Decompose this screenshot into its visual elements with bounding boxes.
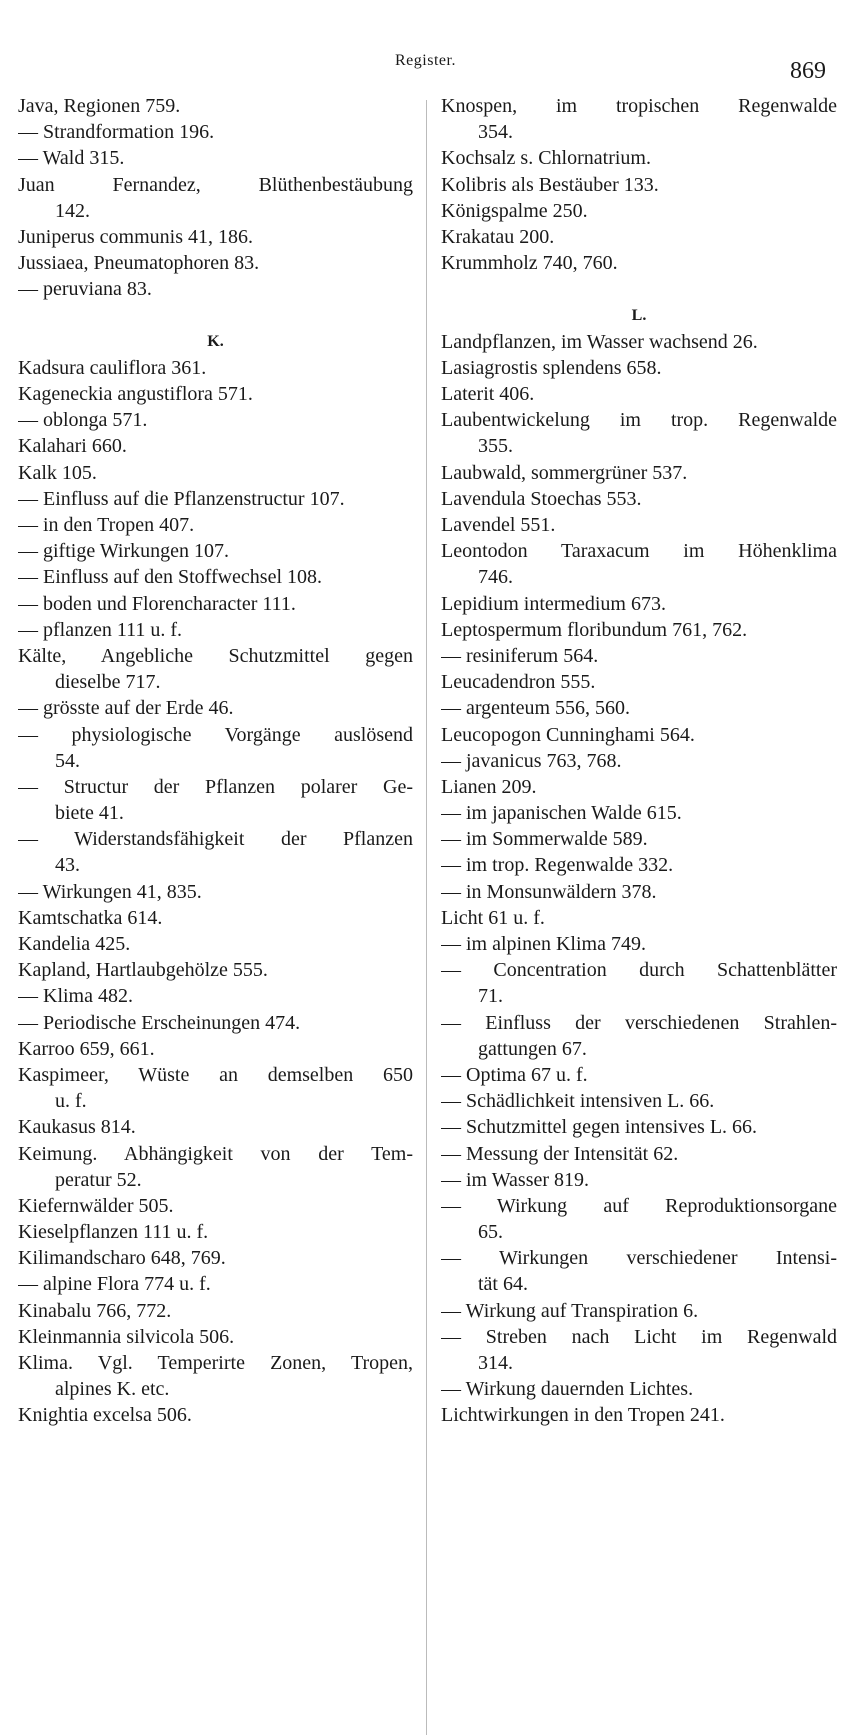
index-entry-line: Kalk 105. — [18, 461, 97, 484]
index-entry-line: 746. — [478, 566, 513, 589]
index-entry-line: Lianen 209. — [441, 775, 537, 798]
index-entry-line: — Structur der Pflanzen polarer Ge- — [18, 775, 413, 798]
index-entry-line: — im trop. Regenwalde 332. — [441, 854, 674, 877]
page-number: 869 — [790, 58, 826, 84]
index-entry-line: gattungen 67. — [478, 1037, 587, 1060]
index-entry-line: Kapland, Hartlaubgehölze 555. — [18, 959, 268, 982]
index-entry-line: — boden und Florencharacter 111. — [18, 592, 296, 615]
index-entry-line: — resiniferum 564. — [441, 644, 599, 667]
index-entry-line: — Wirkung dauernden Lichtes. — [441, 1378, 694, 1401]
index-entry-line: — Schutzmittel gegen intensives L. 66. — [441, 1116, 758, 1139]
index-entry-line: Kinabalu 766, 772. — [18, 1299, 172, 1322]
index-entry-line: Kageneckia angustiflora 571. — [18, 383, 253, 406]
index-entry-line: Kolibris als Bestäuber 133. — [441, 173, 659, 196]
index-entry-line: Jussiaea, Pneumatophoren 83. — [18, 252, 260, 275]
index-entry-line: tät 64. — [478, 1273, 528, 1296]
index-entry-line: 54. — [55, 749, 80, 772]
index-entry-line: — Periodische Erscheinungen 474. — [18, 1011, 301, 1034]
index-entry-line: Kadsura cauliflora 361. — [18, 356, 207, 379]
index-entry-line: — alpine Flora 774 u. f. — [18, 1273, 211, 1296]
index-entry-line: Laterit 406. — [441, 383, 535, 406]
index-entry-line: — im Sommerwalde 589. — [441, 828, 648, 851]
index-entry-line: Lichtwirkungen in den Tropen 241. — [441, 1404, 725, 1427]
index-entry-line: 354. — [478, 121, 513, 144]
index-entry-line: Knightia excelsa 506. — [18, 1404, 192, 1427]
column-divider — [426, 100, 427, 1735]
index-entry-line: Lasiagrostis splendens 658. — [441, 356, 662, 379]
index-entry-line: u. f. — [55, 1090, 87, 1113]
index-entry-line: 314. — [478, 1352, 513, 1374]
index-entry-line: — javanicus 763, 768. — [441, 749, 622, 772]
index-entry-line: Kieselpflanzen 111 u. f. — [18, 1221, 209, 1244]
index-entry-line: — Wirkungen 41, 835. — [18, 880, 202, 903]
index-entry-line: — Optima 67 u. f. — [441, 1063, 588, 1086]
index-entry-line: — Streben nach Licht im Regenwald — [441, 1325, 837, 1348]
index-entry-line: — grösste auf der Erde 46. — [18, 697, 234, 720]
index-entry-line: Knospen, im tropischen Regenwalde — [441, 95, 837, 117]
index-entry-line: Kamtschatka 614. — [18, 906, 163, 929]
index-entry-line: — Concentration durch Schattenblätter — [441, 959, 837, 982]
index-entry-line: Karroo 659, 661. — [18, 1037, 155, 1060]
index-entry-line: — im alpinen Klima 749. — [441, 933, 646, 955]
index-entry-line: Juan Fernandez, Blüthenbestäubung — [18, 173, 413, 196]
index-entry-line: — oblonga 571. — [18, 409, 148, 432]
blank-line — [18, 303, 413, 329]
index-entry-line: — pflanzen 111 u. f. — [18, 618, 183, 641]
index-entry-line: Lepidium intermedium 673. — [441, 592, 666, 615]
index-entry-line: Kaukasus 814. — [18, 1116, 136, 1139]
index-entry-line: 65. — [478, 1221, 503, 1244]
index-entry-line: Java, Regionen 759. — [18, 95, 181, 117]
index-entry-line: Lavendula Stoechas 553. — [441, 487, 642, 510]
index-entry-line: — argenteum 556, 560. — [441, 697, 631, 720]
index-entry-line: Kochsalz s. Chlornatrium. — [441, 147, 651, 170]
index-entry-line: — peruviana 83. — [18, 278, 152, 301]
index-entry-line: Klima. Vgl. Temperirte Zonen, Tropen, — [18, 1352, 413, 1374]
index-entry-line: — Widerstandsfähigkeit der Pflanzen — [18, 828, 413, 851]
index-entry-line: biete 41. — [55, 802, 124, 825]
index-entry-line: Krakatau 200. — [441, 225, 555, 248]
index-entry-line: Königspalme 250. — [441, 199, 588, 222]
index-entry-line: — Wirkung auf Reproduktionsorgane — [441, 1194, 837, 1217]
index-column-right — [441, 93, 837, 1429]
index-entry-line: Kaspimeer, Wüste an demselben 650 — [18, 1063, 413, 1086]
index-entry-line: Leucadendron 555. — [441, 671, 596, 694]
index-entry-line: — physiologische Vorgänge auslösend — [18, 723, 413, 746]
index-entry-line: Lavendel 551. — [441, 514, 556, 536]
index-entry-line: 43. — [55, 854, 80, 877]
index-entry-line: Landpflanzen, im Wasser wachsend 26. — [441, 330, 758, 353]
index-entry-line: Leucopogon Cunninghami 564. — [441, 723, 695, 746]
index-entry-line: Kälte, Angebliche Schutzmittel gegen — [18, 644, 413, 667]
index-entry-line: — in den Tropen 407. — [18, 514, 195, 536]
blank-line — [441, 276, 837, 302]
index-entry-line: Leptospermum floribundum 761, 762. — [441, 618, 748, 641]
index-entry-line: — Klima 482. — [18, 985, 133, 1008]
page-header — [0, 52, 850, 84]
index-entry-line: — Einfluss der verschiedenen Strahlen- — [441, 1011, 837, 1034]
index-entry-line: — Messung der Intensität 62. — [441, 1142, 679, 1165]
index-entry-line: 71. — [478, 985, 503, 1008]
index-entry-line: — giftige Wirkungen 107. — [18, 540, 230, 563]
index-entry-line: Kleinmannia silvicola 506. — [18, 1325, 235, 1348]
index-entry-line: — Wirkungen verschiedener Intensi- — [441, 1247, 837, 1270]
index-column-left — [18, 93, 413, 1429]
index-entry-line: 355. — [478, 435, 513, 458]
index-entry-line: — Wald 315. — [18, 147, 125, 170]
index-entry-line: — in Monsunwäldern 378. — [441, 880, 657, 903]
index-entry-line: — im Wasser 819. — [441, 1168, 590, 1191]
index-entry-line: Leontodon Taraxacum im Höhenklima — [441, 540, 837, 563]
index-entry-line: 142. — [55, 199, 90, 222]
index-entry-line: Laubwald, sommergrüner 537. — [441, 461, 688, 484]
index-entry-line: — Einfluss auf die Pflanzenstructur 107. — [18, 487, 345, 510]
index-entry-line: — Wirkung auf Transpiration 6. — [441, 1299, 699, 1322]
index-entry-line: — Schädlichkeit intensiven L. 66. — [441, 1090, 715, 1113]
index-entry-line: Krummholz 740, 760. — [441, 252, 618, 275]
index-entry-line: Kandelia 425. — [18, 933, 131, 955]
index-entry-line: Kalahari 660. — [18, 435, 127, 458]
index-entry-line: Licht 61 u. f. — [441, 906, 545, 929]
index-entry-line: — im japanischen Walde 615. — [441, 802, 682, 825]
index-entry-line: Kiefernwälder 505. — [18, 1194, 174, 1217]
index-entry-line: dieselbe 717. — [55, 671, 161, 694]
index-entry-line: Laubentwickelung im trop. Regenwalde — [441, 409, 837, 432]
index-entry-line: — Einfluss auf den Stoffwechsel 108. — [18, 566, 323, 589]
index-entry-line: — Strandformation 196. — [18, 121, 215, 144]
running-head: Register. — [395, 52, 456, 69]
section-letter: L. — [631, 306, 647, 324]
index-entry-line: Kilimandscharo 648, 769. — [18, 1247, 226, 1270]
index-entry-line: alpines K. etc. — [55, 1378, 170, 1401]
index-entry-line: Keimung. Abhängigkeit von der Tem- — [18, 1142, 413, 1165]
index-entry-line: Juniperus communis 41, 186. — [18, 225, 253, 248]
index-entry-line: peratur 52. — [55, 1168, 142, 1191]
section-letter: K. — [207, 332, 224, 350]
